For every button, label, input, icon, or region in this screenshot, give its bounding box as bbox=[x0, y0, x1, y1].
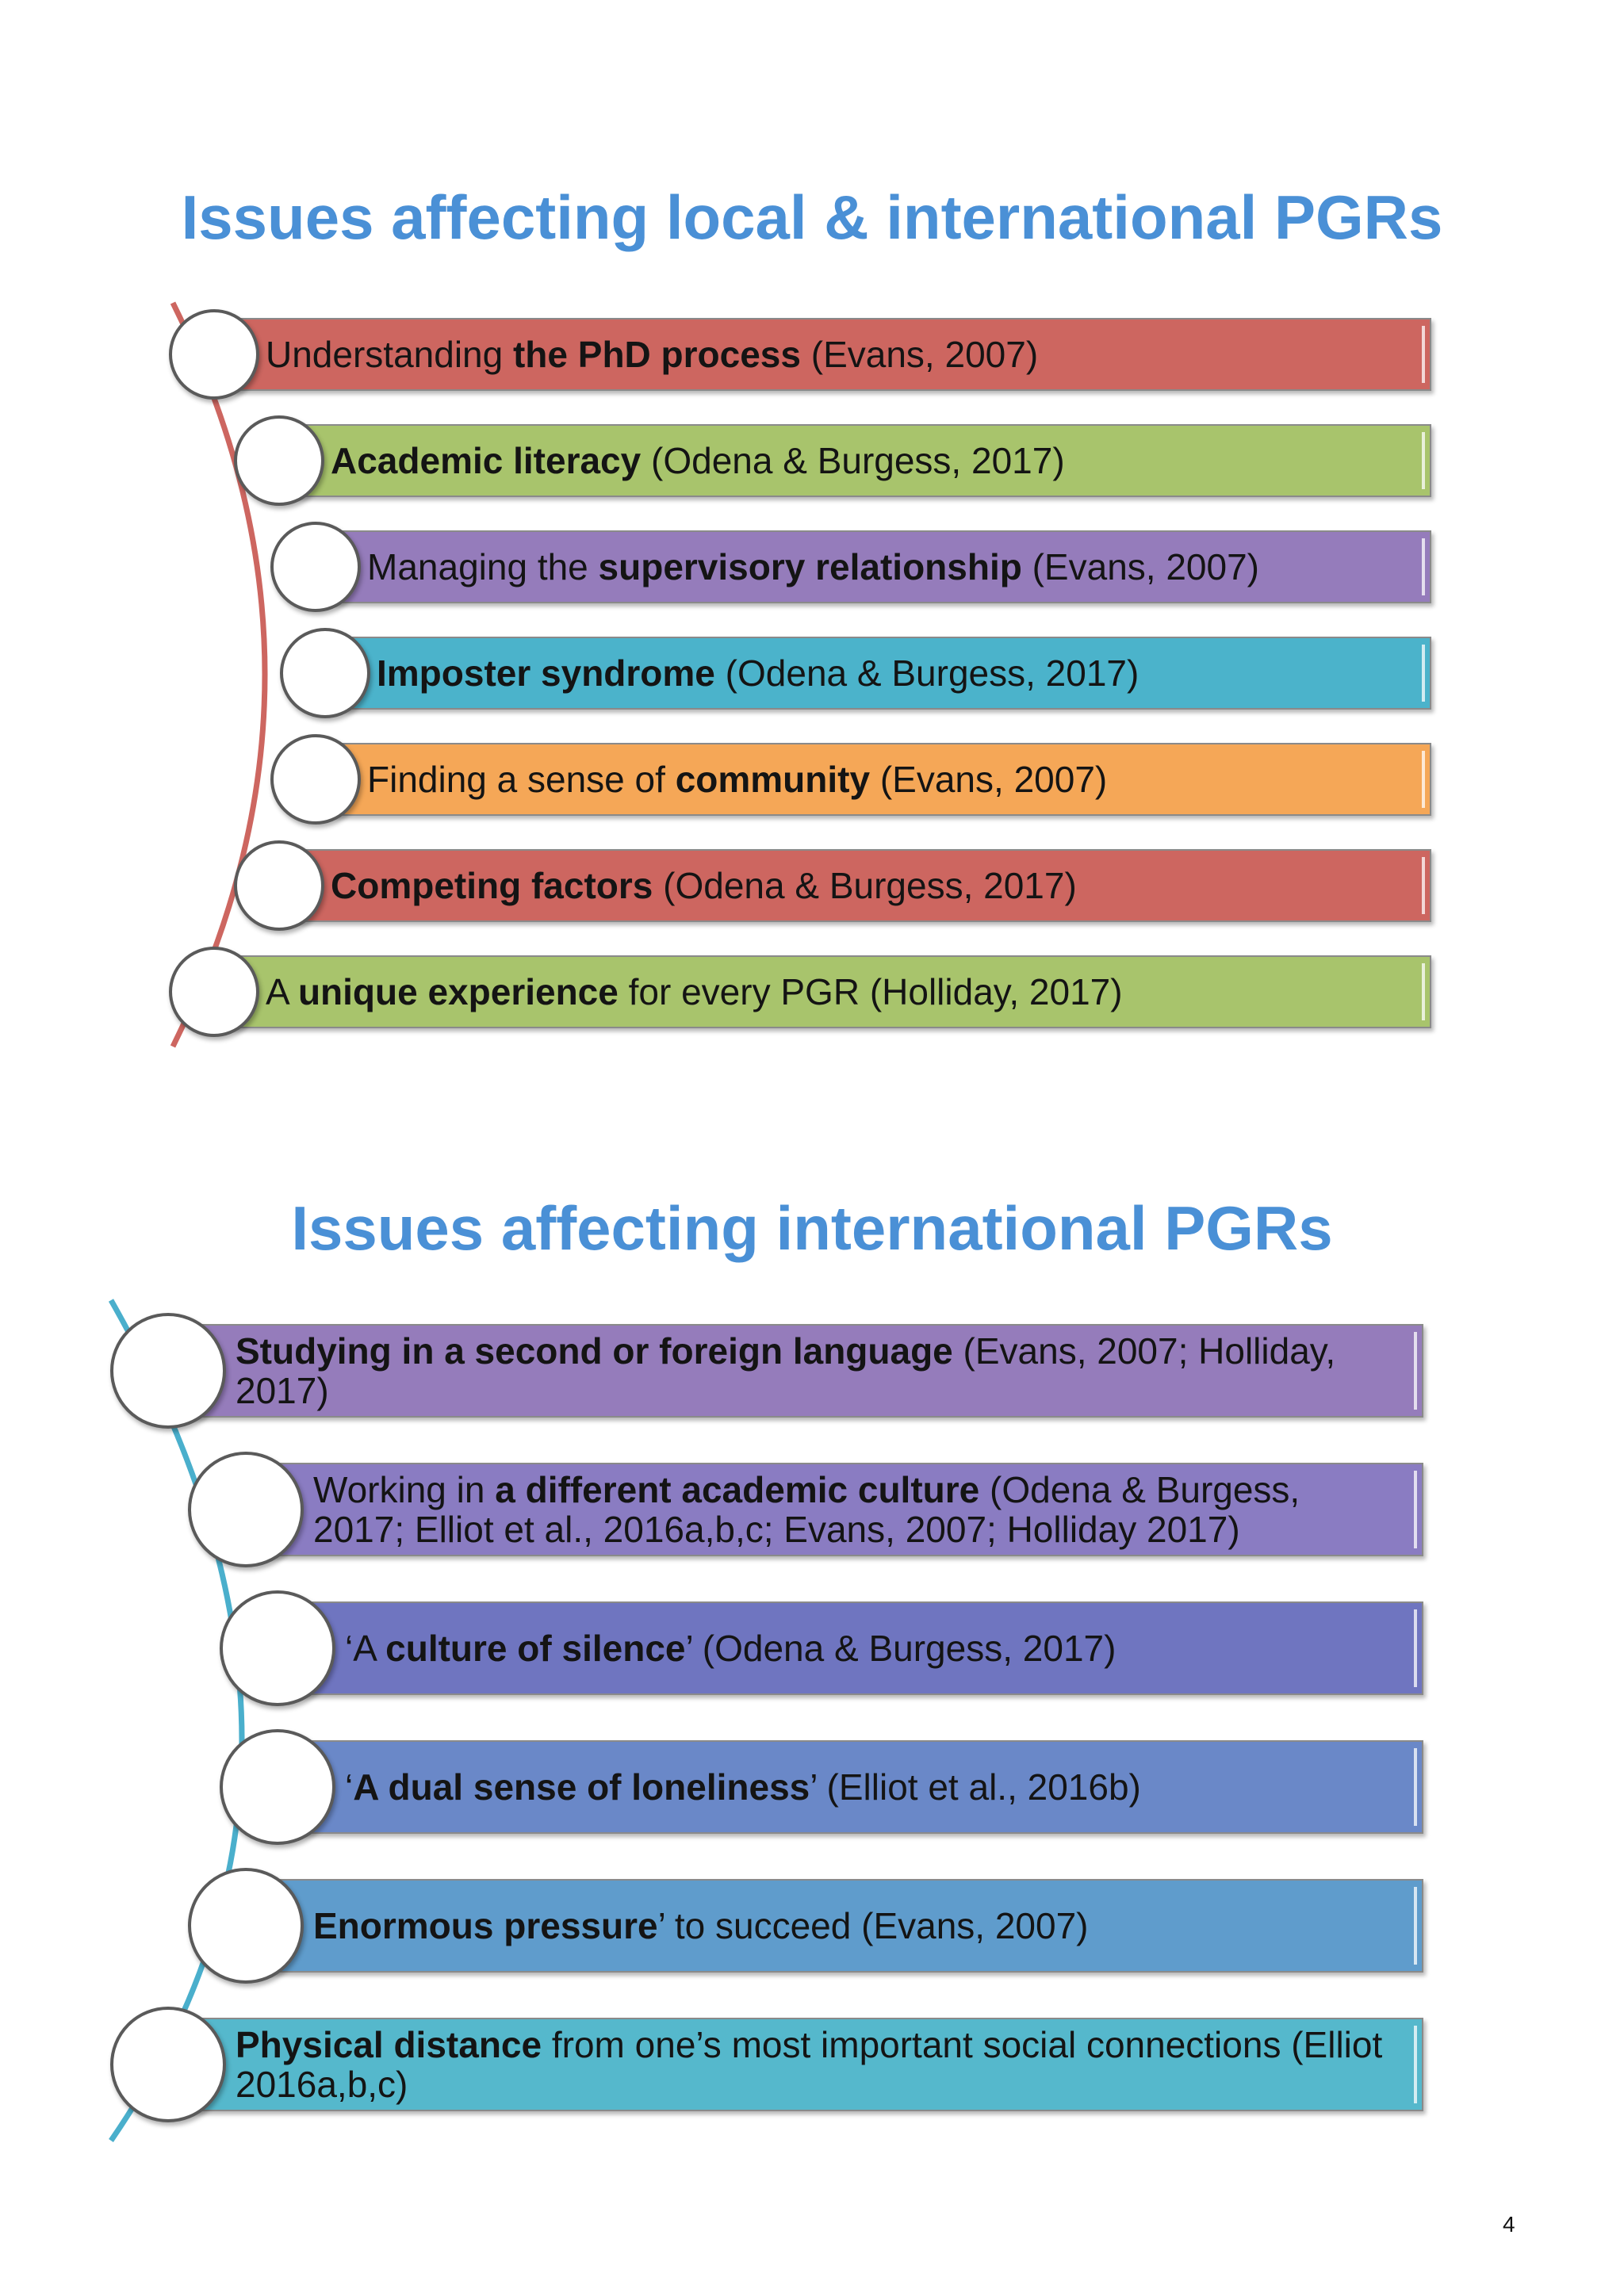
list1-item-text bbox=[266, 318, 1400, 391]
list2-item-prefix: ‘ bbox=[345, 1766, 354, 1808]
list1-item-citation: for every PGR (Holliday, 2017) bbox=[618, 971, 1123, 1012]
list1-item bbox=[234, 424, 1431, 497]
list2-item-prefix: Working in bbox=[313, 1469, 496, 1510]
list2-item-citation: (Odena & Burgess, 2017; Elliot et al., 2016a,b,c; Evans, 2007; Holliday 2017) bbox=[313, 1469, 1300, 1550]
list1-item bbox=[169, 318, 1431, 391]
bullet-circle-icon bbox=[169, 947, 259, 1037]
list2-item-keyword: a different academic culture bbox=[495, 1469, 980, 1510]
list2-item bbox=[220, 1740, 1423, 1834]
list1-item-text bbox=[266, 955, 1400, 1028]
bullet-circle-icon bbox=[234, 415, 324, 506]
list2-item-prefix: ‘A bbox=[345, 1628, 386, 1669]
bullet-circle-icon bbox=[270, 734, 361, 825]
page-number: 4 bbox=[1503, 2212, 1515, 2237]
list2-item-text bbox=[345, 1740, 1392, 1834]
list1-item-keyword: unique experience bbox=[297, 971, 619, 1012]
list2-item bbox=[110, 1324, 1423, 1418]
list2-item-text bbox=[345, 1601, 1392, 1695]
bullet-circle-icon bbox=[110, 2007, 226, 2122]
section-title-international: Issues affecting international PGRs bbox=[291, 1193, 1333, 1263]
list2-item-keyword: A dual sense of loneliness bbox=[353, 1766, 810, 1808]
bullet-circle-icon bbox=[280, 628, 370, 718]
list2-item-text bbox=[313, 1879, 1392, 1973]
list2-item-citation: ’ (Odena & Burgess, 2017) bbox=[685, 1628, 1116, 1669]
list1-item-text bbox=[367, 530, 1400, 603]
bullet-circle-icon bbox=[220, 1590, 335, 1706]
list1-item-keyword: the PhD process bbox=[512, 334, 801, 375]
bullet-circle-icon bbox=[188, 1868, 304, 1984]
list2-item-text bbox=[236, 2018, 1392, 2111]
list1-item-citation: (Odena & Burgess, 2017) bbox=[653, 865, 1077, 906]
bullet-circle-icon bbox=[234, 840, 324, 931]
list1-item bbox=[169, 955, 1431, 1028]
list2-item bbox=[188, 1879, 1423, 1973]
bullet-circle-icon bbox=[188, 1452, 304, 1567]
bullet-circle-icon bbox=[270, 522, 361, 612]
list2-item-text bbox=[236, 1324, 1392, 1418]
list2-item-citation: ’ to succeed (Evans, 2007) bbox=[657, 1905, 1089, 1946]
list1-item bbox=[280, 637, 1431, 710]
list1-item-keyword: Academic literacy bbox=[331, 440, 642, 481]
list1-item-keyword: supervisory relationship bbox=[598, 546, 1022, 587]
list1-item-prefix: Managing the bbox=[367, 546, 599, 587]
list1-item-citation: (Evans, 2007) bbox=[870, 759, 1108, 800]
list1-item-text bbox=[331, 849, 1400, 922]
list1-item-citation: (Evans, 2007) bbox=[800, 334, 1039, 375]
list2-item bbox=[188, 1463, 1423, 1556]
list1-item-citation: (Odena & Burgess, 2017) bbox=[641, 440, 1065, 481]
list1-item-citation: (Evans, 2007) bbox=[1021, 546, 1259, 587]
list1-item bbox=[270, 530, 1431, 603]
bullet-circle-icon bbox=[169, 309, 259, 400]
list1-item-prefix: Finding a sense of bbox=[367, 759, 676, 800]
list1-item-keyword: Competing factors bbox=[331, 865, 653, 906]
list1-item bbox=[270, 743, 1431, 816]
list1-item bbox=[234, 849, 1431, 922]
list2-item-citation: from one’s most important social connections (Elliot 2016a,b,c) bbox=[236, 2024, 1383, 2105]
list2-item-keyword: Physical distance bbox=[236, 2024, 542, 2065]
list2-item-citation: ’ (Elliot et al., 2016b) bbox=[810, 1766, 1141, 1808]
list2-item-keyword: Studying in a second or foreign language bbox=[236, 1330, 953, 1372]
list1-item-text bbox=[331, 424, 1400, 497]
list1-item-prefix: Understanding bbox=[266, 334, 513, 375]
list1-item-keyword: community bbox=[675, 759, 871, 800]
list2-item-keyword: Enormous pressure bbox=[313, 1905, 658, 1946]
bullet-circle-icon bbox=[220, 1729, 335, 1845]
bullet-circle-icon bbox=[110, 1313, 226, 1429]
list1-item-keyword: Imposter syndrome bbox=[377, 652, 715, 694]
list2-item-text bbox=[313, 1463, 1392, 1556]
list1-item-text bbox=[377, 637, 1400, 710]
list1-item-prefix: A bbox=[266, 971, 298, 1012]
list2-item bbox=[220, 1601, 1423, 1695]
list2-item bbox=[110, 2018, 1423, 2111]
section-title-local-international: Issues affecting local & international PGRs bbox=[181, 182, 1443, 252]
list2-item-citation: (Evans, 2007; Holliday, 2017) bbox=[236, 1330, 1336, 1411]
list2-item-keyword: culture of silence bbox=[385, 1628, 686, 1669]
list1-item-citation: (Odena & Burgess, 2017) bbox=[714, 652, 1139, 694]
list1-item-text bbox=[367, 743, 1400, 816]
